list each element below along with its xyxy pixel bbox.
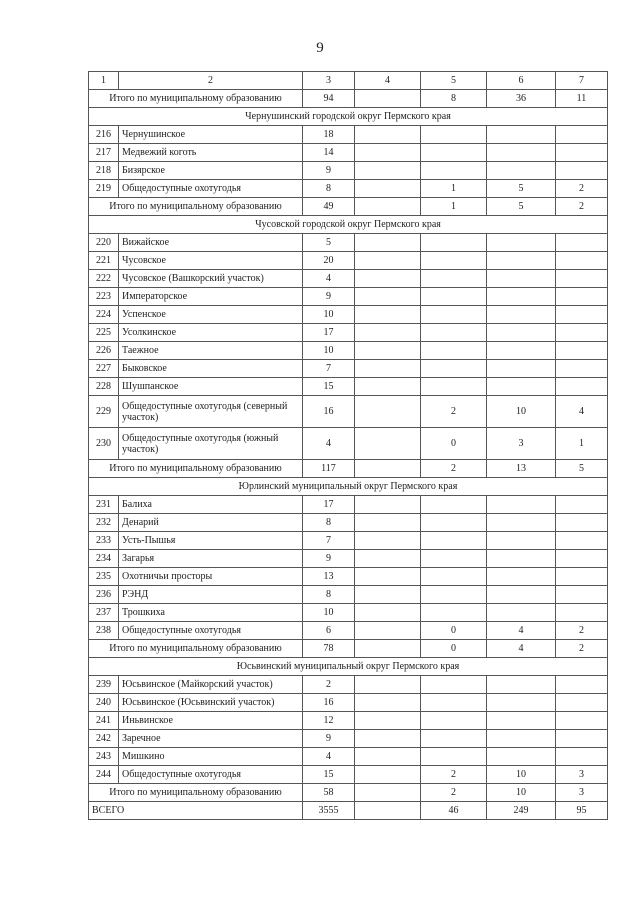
cell: 13 xyxy=(303,568,355,586)
cell: 0 xyxy=(421,640,487,658)
cell: 9 xyxy=(303,730,355,748)
table-row xyxy=(89,568,608,586)
row-number: 227 xyxy=(89,360,119,378)
cell: 16 xyxy=(303,694,355,712)
row-number: 218 xyxy=(89,162,119,180)
cell: 3 xyxy=(556,784,608,802)
total-row xyxy=(89,640,608,658)
cell xyxy=(421,378,487,396)
cell: 117 xyxy=(303,460,355,478)
row-name: Императорское xyxy=(119,288,303,306)
table-row xyxy=(89,748,608,766)
section-title: Юрлинский муниципальный округ Пермского края xyxy=(89,478,608,496)
cell: 0 xyxy=(421,622,487,640)
cell: 4 xyxy=(303,748,355,766)
cell: 8 xyxy=(303,514,355,532)
table-row xyxy=(89,144,608,162)
row-name: Чернушинское xyxy=(119,126,303,144)
cell xyxy=(556,270,608,288)
hunting-grounds-table xyxy=(88,71,608,820)
cell xyxy=(421,532,487,550)
row-name: Трошкиха xyxy=(119,604,303,622)
cell xyxy=(355,802,421,820)
table-row xyxy=(89,514,608,532)
cell: 5 xyxy=(303,234,355,252)
cell xyxy=(421,360,487,378)
cell: 15 xyxy=(303,766,355,784)
row-name: Медвежий коготь xyxy=(119,144,303,162)
cell xyxy=(556,676,608,694)
cell: 17 xyxy=(303,496,355,514)
table-row xyxy=(89,532,608,550)
header-cell: 1 xyxy=(89,72,119,90)
cell: 10 xyxy=(487,766,556,784)
cell xyxy=(487,496,556,514)
cell: 13 xyxy=(487,460,556,478)
cell xyxy=(421,126,487,144)
grand-total-row xyxy=(89,802,608,820)
cell xyxy=(421,306,487,324)
row-name: Общедоступные охотугодья (северный участок) xyxy=(119,396,303,428)
cell xyxy=(487,514,556,532)
cell xyxy=(487,306,556,324)
row-name: Общедоступные охотугодья xyxy=(119,180,303,198)
cell xyxy=(556,568,608,586)
cell xyxy=(421,144,487,162)
row-name: Балиха xyxy=(119,496,303,514)
cell xyxy=(421,730,487,748)
cell: 4 xyxy=(303,270,355,288)
cell: 2 xyxy=(421,784,487,802)
cell xyxy=(556,162,608,180)
cell xyxy=(355,396,421,428)
cell xyxy=(556,126,608,144)
cell: 2 xyxy=(556,180,608,198)
table-row xyxy=(89,712,608,730)
cell xyxy=(487,586,556,604)
cell xyxy=(421,676,487,694)
table-row xyxy=(89,162,608,180)
row-number: 226 xyxy=(89,342,119,360)
table-row xyxy=(89,288,608,306)
cell xyxy=(556,550,608,568)
row-name: Охотничьи просторы xyxy=(119,568,303,586)
cell xyxy=(355,676,421,694)
cell: 2 xyxy=(556,198,608,216)
cell: 249 xyxy=(487,802,556,820)
table-row xyxy=(89,378,608,396)
table-row xyxy=(89,180,608,198)
section-title: Юсьвинский муниципальный округ Пермского края xyxy=(89,658,608,676)
table-row xyxy=(89,270,608,288)
cell xyxy=(421,748,487,766)
cell: 10 xyxy=(487,784,556,802)
cell: 9 xyxy=(303,550,355,568)
cell xyxy=(355,126,421,144)
row-name: Иньвинское xyxy=(119,712,303,730)
cell xyxy=(556,378,608,396)
cell: 7 xyxy=(303,360,355,378)
cell xyxy=(556,496,608,514)
cell: 5 xyxy=(487,198,556,216)
row-number: 235 xyxy=(89,568,119,586)
cell: 36 xyxy=(487,90,556,108)
row-name: Усть-Пышья xyxy=(119,532,303,550)
row-number: 242 xyxy=(89,730,119,748)
cell xyxy=(487,748,556,766)
cell: 8 xyxy=(421,90,487,108)
cell: 10 xyxy=(303,342,355,360)
cell xyxy=(355,252,421,270)
cell: 0 xyxy=(421,428,487,460)
cell xyxy=(355,550,421,568)
cell: 9 xyxy=(303,162,355,180)
row-number: 222 xyxy=(89,270,119,288)
cell xyxy=(355,784,421,802)
row-number: 243 xyxy=(89,748,119,766)
cell xyxy=(421,162,487,180)
cell xyxy=(421,252,487,270)
cell xyxy=(487,342,556,360)
cell xyxy=(355,604,421,622)
cell xyxy=(355,586,421,604)
cell: 10 xyxy=(487,396,556,428)
cell xyxy=(355,766,421,784)
cell: 16 xyxy=(303,396,355,428)
cell xyxy=(487,532,556,550)
cell: 14 xyxy=(303,144,355,162)
cell xyxy=(421,270,487,288)
cell: 46 xyxy=(421,802,487,820)
cell xyxy=(355,90,421,108)
cell xyxy=(487,288,556,306)
header-cell: 6 xyxy=(487,72,556,90)
table-row xyxy=(89,676,608,694)
cell: 2 xyxy=(556,640,608,658)
section-header-row xyxy=(89,658,608,676)
cell xyxy=(421,342,487,360)
cell xyxy=(421,514,487,532)
cell xyxy=(355,306,421,324)
cell xyxy=(556,586,608,604)
cell: 8 xyxy=(303,180,355,198)
cell xyxy=(556,514,608,532)
table-row xyxy=(89,694,608,712)
row-number: 238 xyxy=(89,622,119,640)
cell xyxy=(355,378,421,396)
header-row xyxy=(89,72,608,90)
cell xyxy=(355,622,421,640)
cell: 2 xyxy=(421,396,487,428)
cell: 15 xyxy=(303,378,355,396)
row-number: 220 xyxy=(89,234,119,252)
page-number: 9 xyxy=(316,40,324,56)
row-number: 234 xyxy=(89,550,119,568)
cell xyxy=(556,306,608,324)
row-name: Успенское xyxy=(119,306,303,324)
cell: 5 xyxy=(487,180,556,198)
table-row xyxy=(89,126,608,144)
cell: 1 xyxy=(556,428,608,460)
total-label: Итого по муниципальному образованию xyxy=(89,460,303,478)
row-name: Усолкинское xyxy=(119,324,303,342)
row-name: Вижайское xyxy=(119,234,303,252)
cell: 10 xyxy=(303,306,355,324)
row-name: Заречное xyxy=(119,730,303,748)
row-name: Общедоступные охотугодья (южный участок) xyxy=(119,428,303,460)
row-name: Чусовское (Вашкорский участок) xyxy=(119,270,303,288)
row-number: 231 xyxy=(89,496,119,514)
section-header-row xyxy=(89,108,608,126)
cell xyxy=(556,604,608,622)
table-row xyxy=(89,396,608,428)
cell xyxy=(355,144,421,162)
cell: 6 xyxy=(303,622,355,640)
cell xyxy=(487,324,556,342)
cell xyxy=(556,712,608,730)
cell: 49 xyxy=(303,198,355,216)
cell: 9 xyxy=(303,288,355,306)
cell xyxy=(487,360,556,378)
cell xyxy=(421,496,487,514)
table-row xyxy=(89,766,608,784)
cell: 1 xyxy=(421,198,487,216)
cell xyxy=(487,730,556,748)
cell: 2 xyxy=(556,622,608,640)
section-title: Чернушинский городской округ Пермского края xyxy=(89,108,608,126)
row-number: 229 xyxy=(89,396,119,428)
row-number: 230 xyxy=(89,428,119,460)
cell: 2 xyxy=(421,460,487,478)
cell xyxy=(355,234,421,252)
row-name: РЭНД xyxy=(119,586,303,604)
cell: 2 xyxy=(303,676,355,694)
cell: 12 xyxy=(303,712,355,730)
cell xyxy=(355,568,421,586)
cell xyxy=(421,694,487,712)
cell: 95 xyxy=(556,802,608,820)
cell: 2 xyxy=(421,766,487,784)
row-name: Бизярское xyxy=(119,162,303,180)
cell xyxy=(355,162,421,180)
total-label: Итого по муниципальному образованию xyxy=(89,784,303,802)
cell xyxy=(487,378,556,396)
row-number: 223 xyxy=(89,288,119,306)
table-row xyxy=(89,586,608,604)
section-header-row xyxy=(89,478,608,496)
cell xyxy=(355,712,421,730)
cell xyxy=(421,324,487,342)
cell xyxy=(487,234,556,252)
cell xyxy=(421,288,487,306)
cell xyxy=(487,144,556,162)
grand-total-label: ВСЕГО xyxy=(89,802,303,820)
cell: 10 xyxy=(303,604,355,622)
cell: 4 xyxy=(487,622,556,640)
cell xyxy=(355,496,421,514)
cell xyxy=(355,748,421,766)
cell xyxy=(487,568,556,586)
cell xyxy=(487,712,556,730)
cell xyxy=(487,252,556,270)
cell: 4 xyxy=(487,640,556,658)
cell: 78 xyxy=(303,640,355,658)
cell xyxy=(355,288,421,306)
cell xyxy=(556,288,608,306)
cell: 17 xyxy=(303,324,355,342)
cell xyxy=(487,676,556,694)
row-number: 228 xyxy=(89,378,119,396)
row-number: 239 xyxy=(89,676,119,694)
total-row xyxy=(89,784,608,802)
cell xyxy=(355,428,421,460)
cell xyxy=(556,730,608,748)
row-name: Быковское xyxy=(119,360,303,378)
row-number: 224 xyxy=(89,306,119,324)
cell: 3 xyxy=(487,428,556,460)
cell xyxy=(556,360,608,378)
cell xyxy=(421,712,487,730)
cell xyxy=(355,640,421,658)
row-number: 216 xyxy=(89,126,119,144)
cell xyxy=(556,694,608,712)
table-row xyxy=(89,550,608,568)
cell: 11 xyxy=(556,90,608,108)
cell: 4 xyxy=(556,396,608,428)
section-title: Чусовской городской округ Пермского края xyxy=(89,216,608,234)
table-row xyxy=(89,342,608,360)
table-row xyxy=(89,306,608,324)
header-cell: 2 xyxy=(119,72,303,90)
row-name: Чусовское xyxy=(119,252,303,270)
cell xyxy=(487,604,556,622)
cell xyxy=(355,198,421,216)
cell xyxy=(421,586,487,604)
row-number: 225 xyxy=(89,324,119,342)
header-cell: 7 xyxy=(556,72,608,90)
cell xyxy=(556,252,608,270)
total-label: Итого по муниципальному образованию xyxy=(89,90,303,108)
cell: 58 xyxy=(303,784,355,802)
row-number: 221 xyxy=(89,252,119,270)
total-label: Итого по муниципальному образованию xyxy=(89,198,303,216)
table-row xyxy=(89,252,608,270)
table-row xyxy=(89,622,608,640)
cell xyxy=(487,550,556,568)
cell: 94 xyxy=(303,90,355,108)
row-name: Шушпанское xyxy=(119,378,303,396)
cell: 18 xyxy=(303,126,355,144)
cell xyxy=(556,234,608,252)
row-name: Общедоступные охотугодья xyxy=(119,766,303,784)
row-name: Загарья xyxy=(119,550,303,568)
cell xyxy=(355,460,421,478)
cell xyxy=(487,126,556,144)
row-number: 240 xyxy=(89,694,119,712)
cell xyxy=(556,144,608,162)
row-name: Мишкино xyxy=(119,748,303,766)
cell: 7 xyxy=(303,532,355,550)
cell xyxy=(355,694,421,712)
row-number: 241 xyxy=(89,712,119,730)
cell xyxy=(355,514,421,532)
header-cell: 4 xyxy=(355,72,421,90)
row-name: Юсьвинское (Майкорский участок) xyxy=(119,676,303,694)
cell xyxy=(487,694,556,712)
header-cell: 5 xyxy=(421,72,487,90)
row-number: 219 xyxy=(89,180,119,198)
total-row xyxy=(89,198,608,216)
section-header-row xyxy=(89,216,608,234)
cell: 8 xyxy=(303,586,355,604)
table-row xyxy=(89,360,608,378)
cell xyxy=(556,342,608,360)
cell xyxy=(421,568,487,586)
table-row xyxy=(89,234,608,252)
row-number: 233 xyxy=(89,532,119,550)
table-row xyxy=(89,496,608,514)
cell xyxy=(355,270,421,288)
table-row xyxy=(89,730,608,748)
cell: 3 xyxy=(556,766,608,784)
total-label: Итого по муниципальному образованию xyxy=(89,640,303,658)
header-cell: 3 xyxy=(303,72,355,90)
cell xyxy=(556,532,608,550)
row-number: 236 xyxy=(89,586,119,604)
table-row xyxy=(89,604,608,622)
cell: 20 xyxy=(303,252,355,270)
table-row xyxy=(89,428,608,460)
total-row xyxy=(89,460,608,478)
row-number: 232 xyxy=(89,514,119,532)
row-name: Юсьвинское (Юсьвинский участок) xyxy=(119,694,303,712)
cell xyxy=(421,604,487,622)
cell xyxy=(355,730,421,748)
cell xyxy=(355,180,421,198)
row-name: Денарий xyxy=(119,514,303,532)
cell xyxy=(355,324,421,342)
row-number: 237 xyxy=(89,604,119,622)
row-name: Общедоступные охотугодья xyxy=(119,622,303,640)
cell: 4 xyxy=(303,428,355,460)
cell xyxy=(556,748,608,766)
row-name: Таежное xyxy=(119,342,303,360)
cell xyxy=(487,162,556,180)
cell xyxy=(556,324,608,342)
cell xyxy=(355,360,421,378)
row-number: 217 xyxy=(89,144,119,162)
cell xyxy=(355,342,421,360)
row-number: 244 xyxy=(89,766,119,784)
cell xyxy=(421,234,487,252)
cell: 5 xyxy=(556,460,608,478)
table-row xyxy=(89,324,608,342)
cell xyxy=(355,532,421,550)
total-row xyxy=(89,90,608,108)
cell xyxy=(487,270,556,288)
cell xyxy=(421,550,487,568)
cell: 3555 xyxy=(303,802,355,820)
cell: 1 xyxy=(421,180,487,198)
